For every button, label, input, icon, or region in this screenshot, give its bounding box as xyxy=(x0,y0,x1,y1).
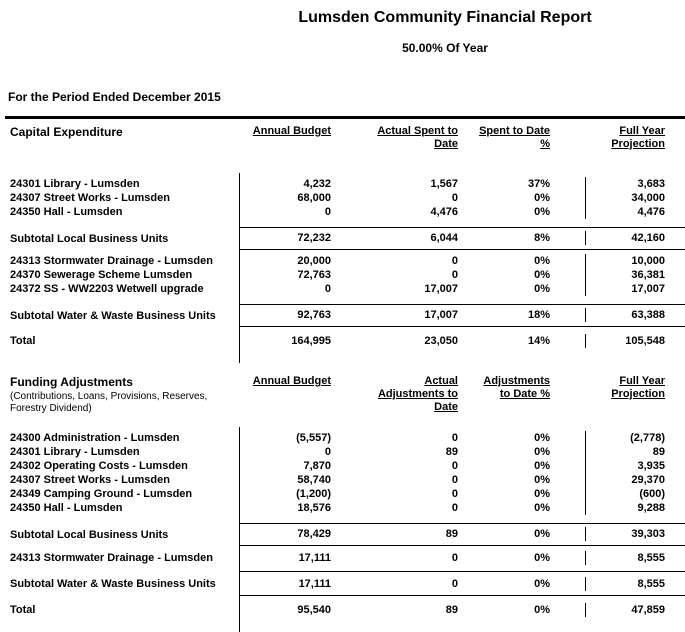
cell-full-year-projection: 9,288 xyxy=(585,501,685,515)
column-headers xyxy=(239,125,685,151)
cell-spent-to-date-percent: 37% xyxy=(527,178,550,190)
row-values xyxy=(239,173,685,191)
table-row xyxy=(0,282,685,304)
cell-spent-to-date-percent: 0% xyxy=(534,192,550,204)
row-values xyxy=(239,487,685,501)
table-row xyxy=(0,250,685,268)
table-row xyxy=(0,459,685,473)
row-label: 24372 SS - WW2203 Wetwell upgrade xyxy=(10,283,204,295)
cell-full-year-projection: 89 xyxy=(585,445,685,459)
row-values xyxy=(239,546,685,572)
table-row xyxy=(0,546,685,572)
cell-actual-spent-to-date: 0 xyxy=(451,255,458,267)
subtotal-row xyxy=(0,304,685,327)
cell-annual-budget: 4,232 xyxy=(303,178,331,190)
row-label: 24370 Sewerage Scheme Lumsden xyxy=(10,269,193,281)
row-values xyxy=(239,523,685,546)
row-label: 24313 Stormwater Drainage - Lumsden xyxy=(10,255,213,267)
funding-table-header xyxy=(0,363,685,427)
column-header-annual-budget xyxy=(239,375,335,415)
table-row xyxy=(0,445,685,459)
total-row xyxy=(0,327,685,363)
cell-annual-budget: 92,763 xyxy=(297,309,331,321)
column-header-annual-budget xyxy=(239,125,335,151)
cell-full-year-projection: 3,935 xyxy=(585,459,685,473)
cell-actual-adjustments-to-date: 0 xyxy=(451,552,458,564)
subtotal-row xyxy=(0,572,685,596)
cell-spent-to-date-percent: 0% xyxy=(534,255,550,267)
column-header-line: Annual Budget xyxy=(252,375,331,387)
cell-annual-budget: (5,557) xyxy=(296,432,331,444)
cell-actual-adjustments-to-date: 89 xyxy=(445,528,458,540)
cell-actual-spent-to-date: 0 xyxy=(451,269,458,281)
cell-annual-budget: 17,111 xyxy=(298,552,331,564)
cell-full-year-projection: 29,370 xyxy=(585,473,685,487)
row-values xyxy=(239,205,685,227)
cell-actual-spent-to-date: 23,050 xyxy=(424,335,458,347)
cell-annual-budget: 95,540 xyxy=(297,604,331,616)
row-values xyxy=(239,445,685,459)
row-label: 24300 Administration - Lumsden xyxy=(10,432,180,444)
row-values xyxy=(239,572,685,596)
row-label: Subtotal Water & Waste Business Units xyxy=(10,578,216,590)
section-subtitle: (Contributions, Loans, Provisions, Reserves, Forestry Dividend) xyxy=(10,391,208,414)
column-header-line: Actual Spent to xyxy=(377,125,458,137)
cell-full-year-projection: 105,548 xyxy=(585,334,685,348)
cell-actual-spent-to-date: 17,007 xyxy=(424,283,458,295)
cell-full-year-projection: 8,555 xyxy=(585,577,685,591)
cell-annual-budget: 68,000 xyxy=(297,192,331,204)
cell-actual-spent-to-date: 1,567 xyxy=(430,178,458,190)
funding-table-body xyxy=(0,427,685,632)
cell-spent-to-date-percent: 0% xyxy=(534,269,550,281)
cell-adjustments-to-date-percent: 0% xyxy=(534,488,550,500)
column-headers xyxy=(239,375,685,415)
row-label: 24349 Camping Ground - Lumsden xyxy=(10,488,193,500)
cell-annual-budget: 72,232 xyxy=(297,232,331,244)
column-header-line: Actual xyxy=(424,375,458,387)
row-values xyxy=(239,268,685,282)
row-values xyxy=(239,327,685,363)
column-header-line: Adjustments xyxy=(483,375,550,387)
cell-full-year-projection: 8,555 xyxy=(585,551,685,565)
report-subtitle: 50.00% Of Year xyxy=(402,41,488,55)
cell-actual-spent-to-date: 4,476 xyxy=(430,206,458,218)
cell-actual-spent-to-date: 0 xyxy=(451,192,458,204)
subtotal-row xyxy=(0,523,685,546)
cell-adjustments-to-date-percent: 0% xyxy=(534,474,550,486)
section-title: Funding Adjustments xyxy=(10,375,133,389)
cell-adjustments-to-date-percent: 0% xyxy=(534,460,550,472)
row-values xyxy=(239,596,685,632)
cell-actual-spent-to-date: 17,007 xyxy=(424,309,458,321)
cell-annual-budget: 0 xyxy=(324,283,331,295)
cell-full-year-projection: 17,007 xyxy=(585,282,685,296)
cell-adjustments-to-date-percent: 0% xyxy=(534,578,550,590)
row-label: 24307 Street Works - Lumsden xyxy=(10,474,170,486)
section-title: Capital Expenditure xyxy=(10,125,123,139)
cell-annual-budget: 58,740 xyxy=(297,474,331,486)
row-label: 24350 Hall - Lumsden xyxy=(10,502,123,514)
cell-annual-budget: 0 xyxy=(324,206,331,218)
column-header-line: Full Year xyxy=(619,375,665,387)
cell-actual-adjustments-to-date: 0 xyxy=(451,460,458,472)
row-label: 24302 Operating Costs - Lumsden xyxy=(10,460,188,472)
cell-full-year-projection: 63,388 xyxy=(585,308,685,322)
row-values xyxy=(239,191,685,205)
row-values xyxy=(239,501,685,523)
table-row xyxy=(0,173,685,191)
cell-full-year-projection: 4,476 xyxy=(585,205,685,219)
section-heading xyxy=(0,125,239,151)
column-header-line: Adjustments to xyxy=(377,388,458,400)
cell-annual-budget: 7,870 xyxy=(303,460,331,472)
column-header-line: % xyxy=(540,138,550,150)
cell-annual-budget: (1,200) xyxy=(296,488,331,500)
table-row xyxy=(0,487,685,501)
cell-full-year-projection: 3,683 xyxy=(585,177,685,191)
column-header-line: Date xyxy=(434,401,458,413)
table-row xyxy=(0,427,685,445)
column-header-line: Annual Budget xyxy=(252,125,331,137)
column-header-line: Projection xyxy=(611,388,665,400)
cell-adjustments-to-date-percent: 0% xyxy=(534,552,550,564)
column-header-full-year-projection xyxy=(585,125,685,151)
cell-actual-adjustments-to-date: 89 xyxy=(445,604,458,616)
cell-annual-budget: 0 xyxy=(324,446,331,458)
row-values xyxy=(239,227,685,250)
column-header-full-year-projection xyxy=(585,375,685,415)
row-values xyxy=(239,250,685,268)
column-header-actual-spent-to-date xyxy=(335,125,460,151)
cell-adjustments-to-date-percent: 0% xyxy=(534,502,550,514)
cell-full-year-projection: (600) xyxy=(585,487,685,501)
row-label: Total xyxy=(10,604,36,616)
capital-table-header xyxy=(0,119,685,173)
cell-adjustments-to-date-percent: 0% xyxy=(534,604,550,616)
capital-table-body xyxy=(0,173,685,363)
cell-spent-to-date-percent: 0% xyxy=(534,283,550,295)
page-title: Lumsden Community Financial Report xyxy=(298,9,592,26)
cell-full-year-projection: (2,778) xyxy=(585,431,685,445)
table-row xyxy=(0,501,685,523)
cell-annual-budget: 17,111 xyxy=(298,578,331,590)
cell-full-year-projection: 39,303 xyxy=(585,527,685,541)
cell-adjustments-to-date-percent: 0% xyxy=(534,528,550,540)
row-values xyxy=(239,459,685,473)
cell-actual-adjustments-to-date: 0 xyxy=(451,488,458,500)
section-heading xyxy=(0,375,239,415)
cell-spent-to-date-percent: 14% xyxy=(527,335,550,347)
cell-full-year-projection: 42,160 xyxy=(585,231,685,245)
table-row xyxy=(0,268,685,282)
cell-annual-budget: 164,995 xyxy=(291,335,331,347)
row-values xyxy=(239,304,685,327)
table-row xyxy=(0,473,685,487)
column-header-adjustments-to-date-percent xyxy=(460,375,585,415)
column-header-line: Projection xyxy=(611,138,665,150)
cell-actual-adjustments-to-date: 0 xyxy=(451,578,458,590)
capital-expenditure-table xyxy=(0,119,685,363)
row-label: 24313 Stormwater Drainage - Lumsden xyxy=(10,552,213,564)
cell-actual-adjustments-to-date: 89 xyxy=(445,446,458,458)
cell-annual-budget: 18,576 xyxy=(297,502,331,514)
cell-full-year-projection: 36,381 xyxy=(585,268,685,282)
cell-annual-budget: 72,763 xyxy=(297,269,331,281)
table-row xyxy=(0,205,685,227)
column-header-line: Spent to Date xyxy=(479,125,550,137)
cell-full-year-projection: 47,859 xyxy=(585,603,685,617)
cell-full-year-projection: 10,000 xyxy=(585,254,685,268)
cell-full-year-projection: 34,000 xyxy=(585,191,685,205)
column-header-actual-adjustments-to-date xyxy=(335,375,460,415)
cell-spent-to-date-percent: 0% xyxy=(534,206,550,218)
row-label: 24301 Library - Lumsden xyxy=(10,446,140,458)
cell-actual-adjustments-to-date: 0 xyxy=(451,432,458,444)
column-header-spent-to-date-percent xyxy=(460,125,585,151)
row-label: Subtotal Water & Waste Business Units xyxy=(10,309,216,322)
total-row xyxy=(0,596,685,632)
cell-actual-adjustments-to-date: 0 xyxy=(451,502,458,514)
subtotal-row xyxy=(0,227,685,250)
table-row xyxy=(0,191,685,205)
row-label: 24307 Street Works - Lumsden xyxy=(10,192,170,204)
cell-adjustments-to-date-percent: 0% xyxy=(534,432,550,444)
column-header-line: Date xyxy=(434,138,458,150)
row-label: Subtotal Local Business Units xyxy=(10,528,169,541)
cell-adjustments-to-date-percent: 0% xyxy=(534,446,550,458)
cell-annual-budget: 78,429 xyxy=(297,528,331,540)
column-header-line: Full Year xyxy=(619,125,665,137)
cell-actual-adjustments-to-date: 0 xyxy=(451,474,458,486)
row-label: Subtotal Local Business Units xyxy=(10,232,169,245)
column-header-line: to Date % xyxy=(499,388,550,400)
cell-actual-spent-to-date: 6,044 xyxy=(430,232,458,244)
period-heading: For the Period Ended December 2015 xyxy=(8,90,221,104)
row-values xyxy=(239,427,685,445)
cell-spent-to-date-percent: 8% xyxy=(534,232,550,244)
row-values xyxy=(239,473,685,487)
row-label: Total xyxy=(10,335,36,347)
row-values xyxy=(239,282,685,304)
cell-annual-budget: 20,000 xyxy=(297,255,331,267)
row-label: 24350 Hall - Lumsden xyxy=(10,206,123,218)
row-label: 24301 Library - Lumsden xyxy=(10,178,140,190)
cell-spent-to-date-percent: 18% xyxy=(527,309,550,321)
funding-adjustments-table xyxy=(0,363,685,632)
